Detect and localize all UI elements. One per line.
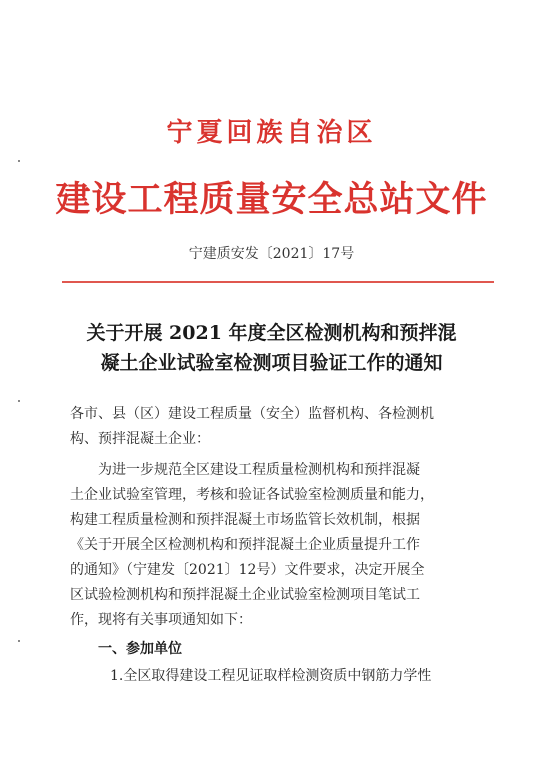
addressee-line-1: 各市、县（区）建设工程质量（安全）监督机构、各检测机 (70, 406, 434, 422)
binding-mark (18, 640, 20, 642)
binding-mark (18, 400, 20, 402)
body-line: 土企业试验室管理，考核和验证各试验室检测质量和能力， (70, 487, 434, 503)
body-paragraph (70, 458, 490, 633)
body-line: 《关于开展全区检测机构和预拌混凝土企业质量提升工作 (70, 537, 420, 553)
issuing-region-heading: 宁夏回族自治区 (166, 118, 377, 148)
body-line: 构建工程质量检测和预拌混凝土市场监管长效机制，根据 (70, 512, 420, 528)
addressee-block (70, 402, 490, 452)
section-heading-participants: 一、参加单位 (98, 641, 182, 657)
notice-title-line-1: 关于开展 2021 年度全区检测机构和预拌混 (86, 322, 457, 344)
body-line: 的通知》（宁建发〔2021〕12号）文件要求，决定开展全 (70, 562, 425, 578)
binding-mark (18, 160, 20, 162)
addressee-line-2: 构、预拌混凝土企业： (70, 431, 210, 447)
body-line: 作，现将有关事项通知如下： (70, 612, 252, 628)
body-line: 为进一步规范全区建设工程质量检测机构和预拌混凝 (98, 462, 420, 478)
issuing-agency-heading: 建设工程质量安全总站文件 (55, 179, 488, 220)
section-item-1: 1.全区取得建设工程见证取样检测资质中钢筋力学性 (110, 668, 432, 684)
notice-title (40, 318, 503, 378)
document-number: 宁建质安发〔2021〕17号 (188, 246, 355, 262)
red-divider-line (62, 281, 494, 283)
body-line: 区试验检测机构和预拌混凝土企业试验室检测项目笔试工 (70, 587, 420, 603)
notice-title-line-2: 凝土企业试验室检测项目验证工作的通知 (100, 352, 443, 374)
